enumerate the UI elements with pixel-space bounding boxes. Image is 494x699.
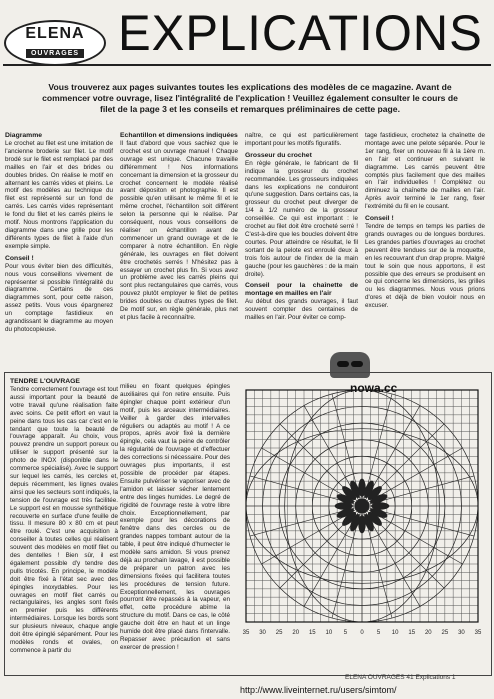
grid-tick-label: 0 [360, 630, 364, 636]
grid-tick-label: 5 [343, 630, 348, 636]
grid-tick-label: 15 [308, 630, 316, 636]
source-url: http://www.liveinternet.ru/users/simtom/ [240, 685, 397, 695]
section-heading: Conseil pour la chaînette de montage en mailles en l'air [245, 282, 358, 298]
grid-tick-label: 20 [292, 630, 300, 636]
tendre-title: TENDRE L'OUVRAGE [10, 378, 80, 385]
watermark-text: nowa.cc [350, 381, 398, 395]
grid-tick-label: 25 [441, 630, 449, 636]
cat-eye-icon [337, 361, 349, 367]
grid-tick-label: 35 [474, 630, 482, 636]
intro-text: Vous trouverez aux pages suivantes toutes les explications des modèles de ce magazine. Avant de commencer votre ouvrage, lisez l'intégralité de l'explication ! Veuillez également consulter le cours de filet de la page 3 et les conseils et remarques préliminaires de cette page. [42, 82, 458, 114]
section-text: Le crochet au filet est une imitation de l'ancienne broderie sur filet. Le motif brodé sur le filet est remplacé par des mailles en l'air et des brides ou doubles brides. On réalise le motif en alternant les carrés vides et pleins. Le motif des modèles au technique du filet est représenté sur un fond de carrés. Les carrés vides représentant le fond du filet et les carrés pleins le motif. Nous montrons l'application du diagramme dans une grille pour les différents types de filet à l'aide d'un exemple simple. [5, 140, 113, 250]
grid-tick-label: 5 [376, 630, 381, 636]
section-heading: Conseil ! [5, 254, 34, 262]
logo-sub: OUVRAGES [26, 49, 84, 58]
tendre-text-2: milieu en fixant quelques épingles auxiliaires qui l'on retire ensuite. Puis épingler chaque point extérieur d'un motif, puis les arceaux intermédiaires. Veiller à garder des intervalles réguliers ou adaptés au motif ! A ce propos, après avoir fixé la dernière épingle, cela vaut la peine de contrôler la régularité de l'ouvrage et d'effectuer des corrections si nécessaire. Pour des ouvrages plus importants, il est possible de procéder par étapes. Ensuite pulvériser le vaporiser avec de l'amidon et laisser sécher lentement entre des linges humides. Le degré de rigidité de l'ouvrage reste à votre libre choix. Exceptionnellement, par exemple pour les décorations de fenêtre dans des cercles ou de grandes nappes tombant autour de la table, il peut être indiqué d'humecter le modèle sans amidon. Si vous prenez déjà au prochain lavage, il est possible de préparer un patron avec les dimensions fixées qui facilitera toutes les procédures de tension future. Exceptionnellement, les ouvrages pourront être repassés à la vapeur, en effet, cette procédure abîme la structure du motif. Dans ce cas, le côté gauche doit être en haut et un linge humide doit être placé dans l'intervalle. Repasser avec précaution et sans exercer de pression ! [120, 383, 230, 651]
section-heading: Grosseur du crochet [245, 151, 312, 159]
tendre-col-2 [120, 383, 230, 656]
doily-center [355, 499, 370, 514]
column-4 [365, 132, 485, 314]
cat-eye-icon [351, 361, 363, 367]
header-rule [3, 64, 491, 66]
tendre-col-1 [10, 378, 118, 659]
grid-tick-label: 25 [275, 630, 283, 636]
section-heading: Conseil ! [365, 215, 394, 223]
grid-tick-label: 15 [408, 630, 416, 636]
section-heading: Diagramme [5, 132, 43, 139]
tension-grid-diagram [236, 382, 486, 662]
section-text: naître, ce qui est particulièrement important pour les motifs figuratifs. [245, 132, 358, 147]
grid-tick-label: 10 [325, 630, 333, 636]
grid-tick-label: 30 [458, 630, 465, 636]
section-text: Il faut d'abord que vous sachiez que le crochet est un ouvrage manuel ! Chaque ouvrage est unique. Chacune travaille différemment ! Nos informations concernant la dimension et la grosseur du crochet concernent le modèle réalisé avant dépositon et photographie. Il est possible qu'en utilisant le même fil et le même crochet, l'échantillon soit différent selon la personne qui le réalise. Par conséquent, nous vous conseillons de réaliser un échantillon avant de commencer un grand ouvrage et de le comparer à notre échantillon. En règle générale, les ouvrages en filet doivent être crochetés serrés ! N'hésitez pas à essayer un crochet plus fin. Si vous avez un problème avec les carrés pleins qui sont plus rectangulaires que carrés, vous pouvez plutôt employer le filet de petites brides doubles ou d'autres types de filet. De motif sur, en règle générale, plus net et plus facile à reconnaître. [120, 140, 238, 321]
tendre-text-1: Tendre correctement l'ouvrage est tout aussi important pour la beauté de votre travail qu'une réalisation faite avec soins. Ce petit effort en vaut la peine dans tous les cas car c'est en le tendant que toute la beauté de l'ouvrage apparaît. Au choix, vous pouvez prendre un support poreux ou utiliser le support présenté sur la photo de INOX (disponible dans le commerce spécialisé). Avec le support sur lequel les carrés, les cercles et, depuis récemment, les lignes ovales ainsi que les secteurs sont indiqués, la tension de l'ouvrage est très facilitée. Le support est en mousse synthétique recouverte en surface d'une feuille de tissu. Il mesure 80 x 80 cm et peut être roulé. C'est une acquisition à conseiller à toutes celles qui réalisent souvent des modèles en motif filet ou des dentelles ! Bien sûr, il est également possible d'y tendre des pulls tricotés. En principe, le modèle doit être fixé à l'état sec avec des épingles inoxydables. Pour les ouvrages en motif filet carrés ou rectangulaires, les angles sont fixés en premier puis les différents intermédiaires. Lorsque les bords sont sur plusieurs niveaux, chaque angle doit être épinglé séparément. Pour les modèles ronds et ovales, on commence à partir du [10, 386, 118, 654]
section-text: Tendre de temps en temps les parties de grands ouvrages ou de longues bordures. Les grandes parties d'ouvrages au crochet peuvent être tendues sur de la moquette, en les recouvrant d'un drap propre. Malgré tout le soin que nous apportons, il est possible que des erreurs se produisent en ce qui concerne les dimensions, les grilles ou les diagrammes. Nous vous prions d'ores et déjà de bien vouloir nous en excuser. [365, 223, 485, 310]
magazine-logo [4, 20, 106, 66]
column-1 [5, 132, 113, 338]
tension-grid-svg [236, 382, 486, 662]
page-title: EXPLICATIONS [118, 5, 483, 61]
section-text: En règle générale, le fabricant de fil indique la grosseur du crochet recommandée. Les grosseurs indiquées dans les explications ne conduiront qu'une suggestion. Dans certains cas, la grosseur du crochet peut diverger de 1/4 à 1/2 numéro de la grosseur conseillée. Ce qui est important : le crochet au filet doit être crocheté serré ! C'est-à-dire que les boucles doivent être courtes. Pour atteindre ce résultat, le fil sortant de la pelote est enroulé deux à trois fois autour de l'index de la main gauche (pour les gauchères : de la main droite). [245, 159, 358, 278]
section-heading: Echantillon et dimensions indiquées [120, 132, 238, 139]
column-3 [245, 132, 358, 326]
grid-tick-label: 10 [391, 630, 399, 636]
grid-tick-label: 30 [259, 630, 266, 636]
section-text: tage fastidieux, crochetez la chaînette de montage avec une pelote séparée. Pour le 1er rang, fixer un nouveau fil à la 1ère m. en l'air et continuer en suivant le diagramme. Les carrés peuvent être comptés plus facilement que des mailles en l'air individuelles ! Complétez ou diminuez la chaînette de mailles en l'air. Après avoir terminé le 1er rang, fixer l'extrémité du fil en le cousant. [365, 132, 485, 211]
grid-tick-label: 35 [242, 630, 250, 636]
section-text: Au début des grands ouvrages, il faut souvent compter des centaines de mailles en l'air. Pour éviter ce comp- [245, 298, 358, 322]
section-text: Pour vous éviter bien des difficultés, nous vous conseillons vivement de représenter si possible l'intégralité du diagramme. Certains de ces diagrammes sont, pour cette raison, assez petits. Vous vous épargnerez un comptage fastidieux en agrandissant le diagramme au moyen du photocopieuse. [5, 262, 113, 333]
page-footer: ELENA OUVRAGES 41 Explications 1 [345, 674, 456, 681]
grid-tick-label: 20 [424, 630, 432, 636]
column-2 [120, 132, 238, 326]
logo-main: ELENA [25, 25, 85, 42]
